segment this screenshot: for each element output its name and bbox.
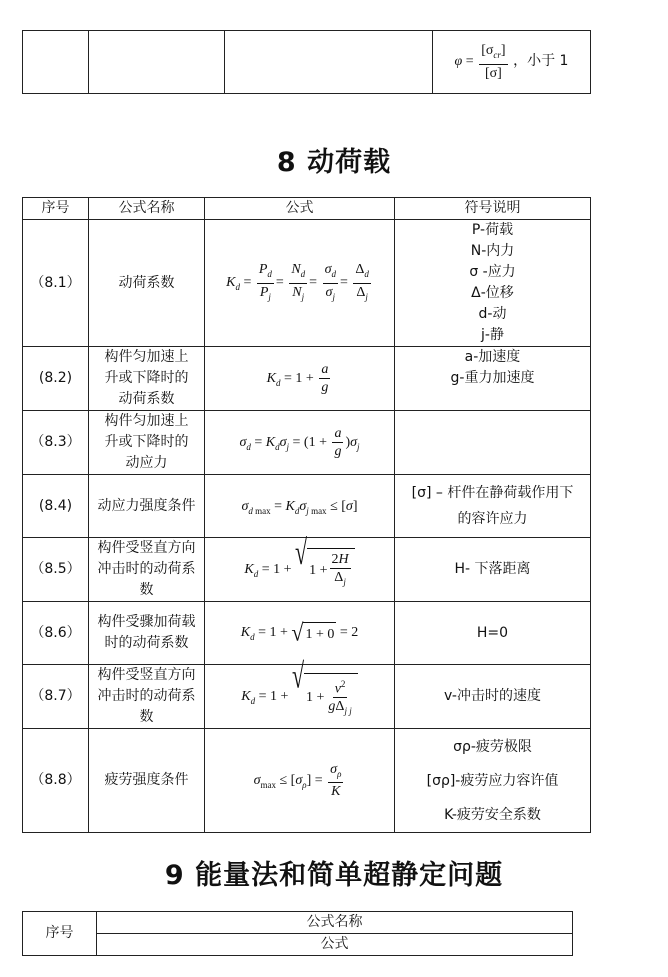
row-notes: P-荷载 N-内力 σ -应力 Δ-位移 d-动 j-静 <box>395 220 591 347</box>
row-notes: σρ-疲劳极限 [σρ]-疲劳应力容许值 K-疲劳安全系数 <box>395 729 591 833</box>
table-row <box>23 220 591 347</box>
row-notes: v-冲击时的速度 <box>395 665 591 729</box>
section8-table <box>22 197 591 833</box>
table-row <box>23 475 591 538</box>
row-formula: $K_d = 1$ + √ 1 + 0 = 2 <box>205 602 395 665</box>
row-id: (8.4) <box>23 475 89 538</box>
top-cell-2 <box>89 31 225 94</box>
row-name: 构件匀加速上升或下降时的动应力 <box>89 411 205 475</box>
row-notes <box>395 411 591 475</box>
row-notes: H- 下落距离 <box>395 538 591 602</box>
row-id: （8.3） <box>23 411 89 475</box>
header-formula: 公式 <box>205 198 395 220</box>
table-row <box>23 538 591 602</box>
row-name: 构件匀加速上升或下降时的动荷系数 <box>89 347 205 411</box>
row-id: （8.7） <box>23 665 89 729</box>
table-row <box>23 347 591 411</box>
row-notes: H=0 <box>395 602 591 665</box>
row-formula: $K_d = 1$ + √ 1 + $\frac{v^2}{g\Delta_{j j}}$ <box>205 665 395 729</box>
phi-note: ，小于 1 <box>513 53 569 70</box>
section9-header-formula: 公式 <box>97 934 573 956</box>
section9-header-id: 序号 <box>23 912 97 956</box>
header-name: 公式名称 <box>89 198 205 220</box>
phi-formula: φ = $\frac{[\sigma_{cr}]}{[\sigma]}$ <box>454 43 506 81</box>
row-name: 动荷系数 <box>89 220 205 347</box>
row-formula: $K_d = 1$ + $\frac{a}{g}$ <box>205 347 395 411</box>
top-formula-cell <box>433 31 591 94</box>
header-notes: 符号说明 <box>395 198 591 220</box>
section9-title: 9 能量法和简单超静定问题 <box>164 860 504 891</box>
row-name: 构件受竖直方向冲击时的动荷系数 <box>89 665 205 729</box>
row-id: （8.6） <box>23 602 89 665</box>
top-cell-1 <box>23 31 89 94</box>
row-formula: $K_d$ = $\frac{P_d}{P_j}$ = $\frac{N_d}{N_j}$ = $\frac{\sigma_d}{\sigma_j}$ = $\frac{\Delta_d}{\Delta_j}$ <box>205 220 395 347</box>
row-name: 动应力强度条件 <box>89 475 205 538</box>
row-name: 构件受竖直方向冲击时的动荷系数 <box>89 538 205 602</box>
row-id: （8.5） <box>23 538 89 602</box>
table-row <box>23 665 591 729</box>
top-table <box>22 30 591 94</box>
row-notes: [σ] – 杆件在静荷载作用下 的容许应力 <box>395 475 591 538</box>
row-notes: a-加速度 g-重力加速度 <box>395 347 591 411</box>
row-formula: $\sigma_d = K_d\sigma_j = (1$ + $\frac{a}{g}$ )$\sigma_j$ <box>205 411 395 475</box>
table-row <box>23 602 591 665</box>
row-formula: $\sigma_{max} \le [\sigma_\rho]$ = $\frac{\sigma_\rho}{K}$ <box>205 729 395 833</box>
section9-table <box>22 911 573 956</box>
section9-header-name: 公式名称 <box>97 912 573 934</box>
row-id: （8.8） <box>23 729 89 833</box>
row-name: 构件受骤加荷载时的动荷系数 <box>89 602 205 665</box>
row-id: (8.2) <box>23 347 89 411</box>
row-name: 疲劳强度条件 <box>89 729 205 833</box>
top-cell-3 <box>225 31 433 94</box>
table-row <box>23 729 591 833</box>
row-formula: $\sigma_{d max} = K_d\sigma_{j max} \le [\sigma]$ <box>205 475 395 538</box>
header-id: 序号 <box>23 198 89 220</box>
table-row <box>23 411 591 475</box>
row-id: （8.1） <box>23 220 89 347</box>
row-formula: $K_d = 1$ + √ 1 + $\frac{2H}{\Delta_j}$ <box>205 538 395 602</box>
section8-title: 8 动荷载 <box>276 147 392 178</box>
